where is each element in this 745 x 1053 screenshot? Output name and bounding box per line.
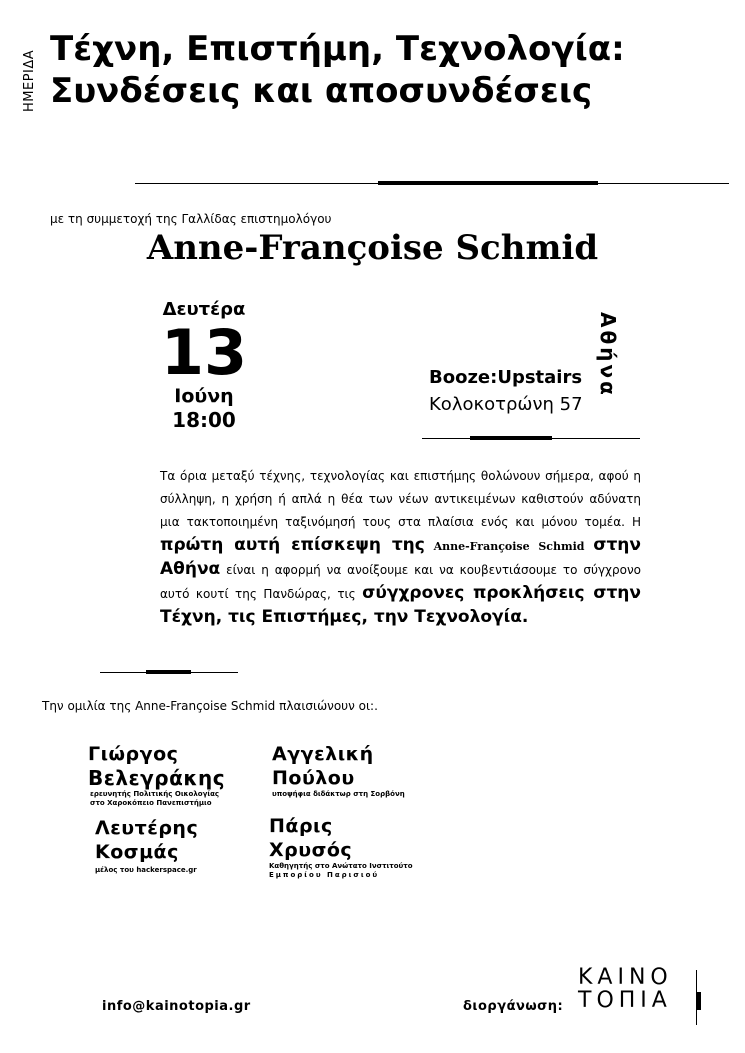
desc-text-1: Τα όρια μεταξύ τέχνης, τεχνολογίας και επιστήμης θολώνουν σήμερα, αφού η σύλληψη, η χρήση ή απλά η θέα των νέων αντικειμένων καθιστούν αδύνατη μια τακτοποιημένη ταξινόμησή τους στα πλαίσια ενός και μόνου τομέα. Η (160, 469, 641, 529)
person-name-first: Αγγελική (272, 743, 374, 765)
person-name-first: Λευτέρης (95, 817, 199, 839)
event-type-label: ΗΜΕΡΙΔΑ (22, 49, 37, 112)
person-name-first: Πάρις (269, 815, 333, 837)
person-name-last: Κοσμάς (95, 841, 179, 863)
divider-mid-accent (146, 670, 191, 674)
desc-bold-1: πρώτη αυτή επίσκεψη της (160, 535, 425, 555)
person-role: υποψήφια διδάκτωρ στη Σορβόνη (272, 790, 405, 798)
desc-text-2: είναι η αφορμή να ανοίξουμε και να κουβεντιάσουμε το σύγχρονο αυτό κουτί της Πανδώρας, τις (160, 563, 641, 601)
person-name-first: Γιώργος (88, 743, 179, 765)
date-time: 18:00 (172, 408, 236, 432)
organizer-logo (578, 966, 708, 1026)
person-kosmas (95, 816, 198, 875)
venue (429, 364, 583, 418)
person-poulou (272, 742, 405, 799)
person-name-last: Βελεγράκης (88, 766, 226, 790)
venue-name: Booze:Upstairs (429, 367, 583, 388)
date-number: 13 (160, 316, 248, 389)
person-role-2: Εμπορίου Παρισιού (269, 871, 380, 879)
desc-bold-2: στην Αθήνα (160, 535, 641, 579)
speaker-name: Anne-Françoise Schmid (146, 228, 599, 268)
date-month: Ιούνη (174, 385, 234, 407)
logo-bar-thick (697, 992, 701, 1010)
organizer-label: διοργάνωση: (463, 999, 564, 1014)
person-role: μέλος του hackerspace.gr (95, 866, 197, 874)
person-role-2: στο Χαροκόπειο Πανεπιστήμιο (90, 799, 212, 807)
page-title (50, 28, 625, 112)
event-date (155, 298, 253, 432)
title-line-1: Τέχνη, Επιστήμη, Τεχνολογία: (50, 29, 625, 69)
person-role: Καθηγητής στο Ανώτατο Ινστιτούτο (269, 862, 413, 870)
divider-venue-accent (470, 436, 552, 440)
person-chrysos (269, 814, 413, 880)
logo-line-2: ΤΟΠΙΑ (578, 988, 672, 1013)
date-day: Δευτέρα (162, 299, 246, 320)
person-velegrakis (88, 742, 225, 808)
desc-bold-3: σύγχρονες προκλήσεις στην Τέχνη, τις Επιστήμες, την Τεχνολογία. (160, 583, 641, 627)
intro-text: με τη συμμετοχή της Γαλλίδας επιστημολόγου (50, 212, 332, 226)
logo-line-1: ΚΑΙΝΟ (578, 965, 673, 990)
desc-speaker-name: Anne-Françoise Schmid (433, 540, 585, 553)
venue-city: Αθήνα (596, 312, 620, 398)
framing-text: Την ομιλία της Anne-Françoise Schmid πλαισιώνουν οι:. (42, 699, 378, 713)
person-name-last: Πούλου (272, 767, 355, 789)
person-name-last: Χρυσός (269, 839, 353, 861)
contact-email[interactable]: info@kainotopia.gr (102, 999, 251, 1014)
person-role: ερευνητής Πολιτικής Οικολογίας (90, 790, 220, 798)
title-line-2: Συνδέσεις και αποσυνδέσεις (50, 71, 593, 111)
divider-top-accent (378, 181, 598, 185)
description-paragraph (160, 465, 641, 630)
venue-address: Κολοκοτρώνη 57 (429, 394, 583, 415)
